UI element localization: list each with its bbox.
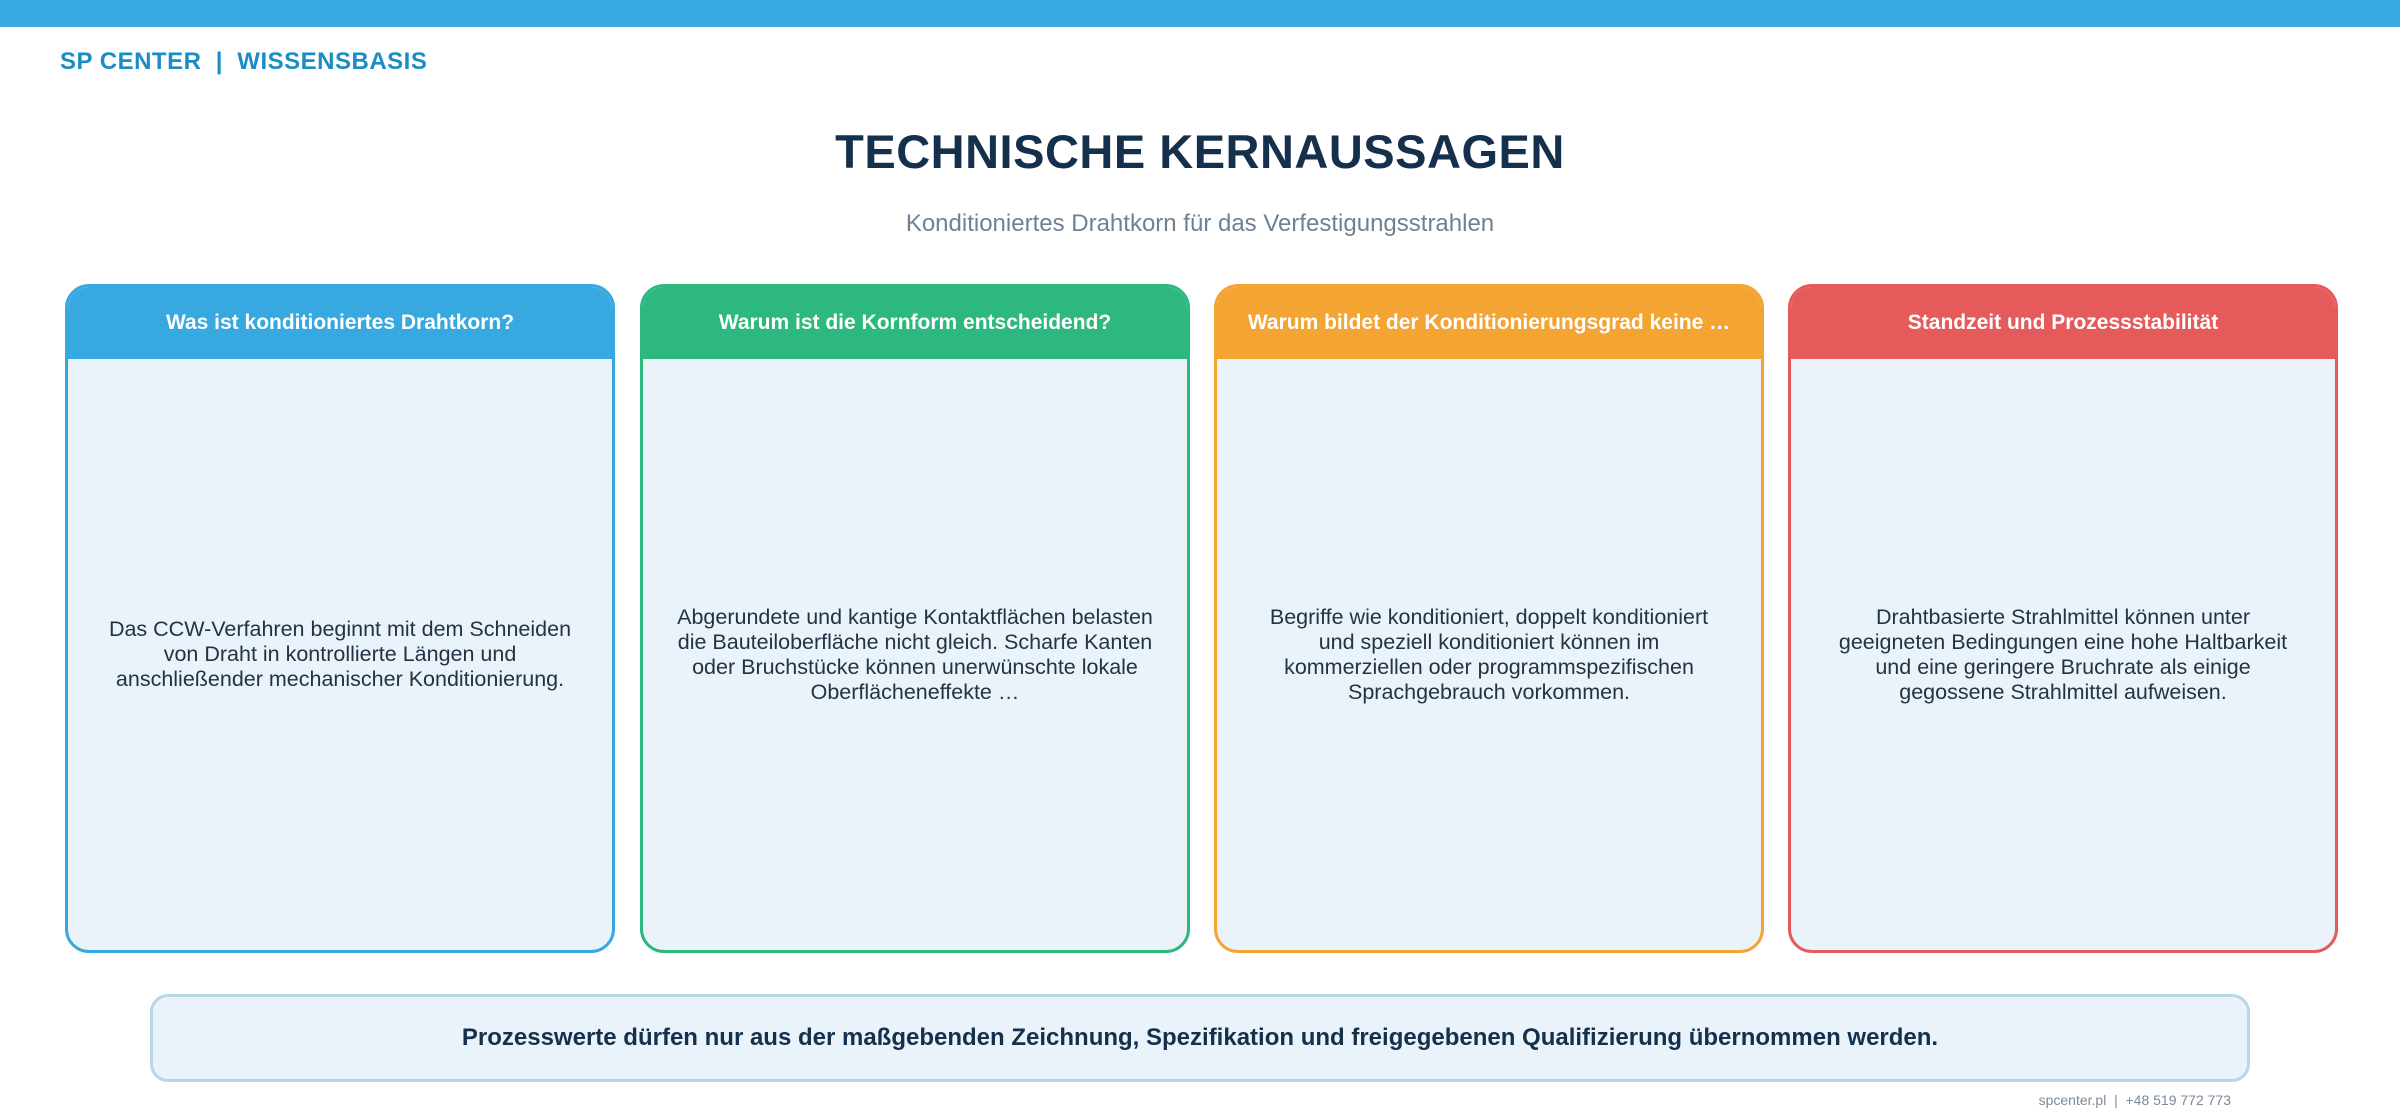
card-header: Was ist konditioniertes Drahtkorn? <box>68 287 612 359</box>
card-text: Das CCW-Verfahren beginnt mit dem Schneiden von Draht in kontrollierte Längen und anschließender mechanischer Konditionierung. <box>108 617 572 691</box>
footer-contact: spcenter.pl | +48 519 772 773 <box>2038 1092 2231 1108</box>
card-body <box>1791 359 2335 950</box>
card-text: Drahtbasierte Strahlmittel können unter geeigneten Bedingungen eine hohe Haltbarkeit und eine geringere Bruchrate als einige gegossene Strahlmittel aufweisen. <box>1838 604 2288 704</box>
page-subtitle: Konditioniertes Drahtkorn für das Verfestigungsstrahlen <box>905 210 1495 237</box>
card-header: Warum bildet der Konditionierungsgrad keine … <box>1217 287 1761 359</box>
card-body <box>68 359 612 950</box>
note-box <box>150 994 2250 1082</box>
card-text: Begriffe wie konditioniert, doppelt konditioniert und speziell konditioniert können im kommerziellen oder programmspezifischen Sprachgebrauch vorkommen. <box>1269 604 1709 704</box>
page-title: TECHNISCHE KERNAUSSAGEN <box>835 125 1565 178</box>
card-header: Warum ist die Kornform entscheidend? <box>643 287 1187 359</box>
note-text: Prozesswerte dürfen nur aus der maßgebenden Zeichnung, Spezifikation und freigegebenen Qualifizierung übernommen werden. <box>461 1024 1939 1051</box>
card-konditionierungsgrad <box>1214 284 1764 953</box>
card-drahtkorn <box>65 284 615 953</box>
card-text: Abgerundete und kantige Kontaktflächen belasten die Bauteiloberfläche nicht gleich. Scharfe Kanten oder Bruchstücke können unerwünschte lokale Oberflächeneffekte … <box>677 604 1153 704</box>
card-body <box>1217 359 1761 950</box>
card-body <box>643 359 1187 950</box>
brand-label: SP CENTER | WISSENSBASIS <box>60 48 428 75</box>
card-kornform <box>640 284 1190 953</box>
card-header: Standzeit und Prozessstabilität <box>1791 287 2335 359</box>
cards-row <box>65 284 2335 951</box>
card-standzeit <box>1788 284 2338 953</box>
top-accent-bar <box>0 0 2400 27</box>
